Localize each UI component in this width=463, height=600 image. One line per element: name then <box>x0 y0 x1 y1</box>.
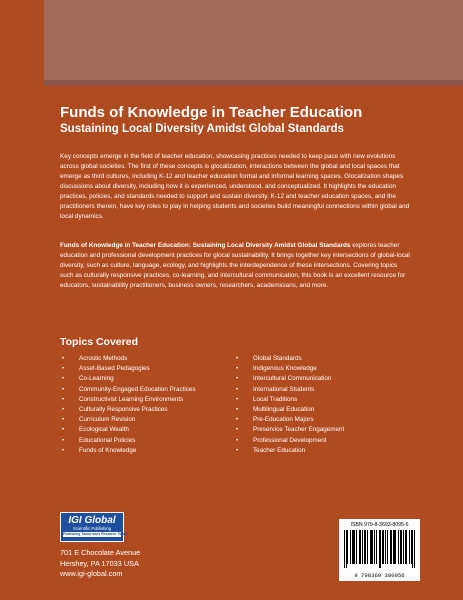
topic-item: • Intercultural Communication <box>236 374 406 384</box>
barcode-bar <box>354 530 355 564</box>
barcode-bar <box>394 530 395 564</box>
barcode-bar <box>372 530 373 564</box>
barcode-bar <box>359 530 360 564</box>
barcode-bar <box>383 530 384 564</box>
barcode-bar <box>385 530 386 564</box>
topic-item: • Global Standards <box>236 354 406 364</box>
isbn-barcode <box>339 519 420 581</box>
barcode-bar <box>379 530 380 568</box>
barcode-bar <box>395 530 396 564</box>
topic-item: • Indigenous Knowledge <box>236 364 406 374</box>
barcode-bar <box>380 530 381 568</box>
topic-item: • Local Traditions <box>236 395 406 405</box>
topic-item: • Multilingual Education <box>236 405 406 415</box>
book-subtitle: Sustaining Local Diversity Amidst Global Standards <box>60 123 344 135</box>
cover-photo-panel <box>44 0 463 86</box>
publisher-logo <box>60 512 128 542</box>
topics-heading: Topics Covered <box>60 336 138 348</box>
barcode-bar <box>403 530 404 564</box>
barcode-bar <box>367 530 368 564</box>
barcode-bar <box>400 530 401 564</box>
barcode-bars <box>344 530 415 568</box>
barcode-bar <box>390 530 391 564</box>
topics-list-left <box>62 354 222 456</box>
topic-item: • International Students <box>236 385 406 395</box>
barcode-bar <box>414 530 415 568</box>
barcode-bar <box>411 530 412 564</box>
topic-item: • Culturally Responsive Practices <box>62 405 222 415</box>
barcode-bar <box>412 530 413 568</box>
barcode-bar <box>364 530 365 564</box>
barcode-bar <box>409 530 410 564</box>
topic-item: • Curriculum Revision <box>62 415 222 425</box>
barcode-bar <box>391 530 392 564</box>
book-title: Funds of Knowledge in Teacher Education <box>60 104 363 121</box>
barcode-bar <box>401 530 402 564</box>
publisher-website: www.igi-global.com <box>60 569 123 578</box>
topic-item: • Asset-Based Pedagogies <box>62 364 222 374</box>
barcode-bar <box>344 530 345 568</box>
description-paragraph-1: Key concepts emerge in the field of teacher education, showcasing practices needed to keep pace with new evolutions across global societies. The first of these concepts is glocalization, interactions between the global and local spaces that emerge as third cultures, including K-12 and teacher education formal and informal learning spaces. Glocalization shapes discussions about diversity, including how it is experienced, understood, and conceptualized. It highlights the education practices, policies, and standards needed to support and sustain diversity. K-12 and teacher education spaces, and the practitioners therein, have key roles to play in helping students and societies build meaningful connections within global and local dynamics. <box>60 153 410 220</box>
topic-item: • Pre-Education Majors <box>236 415 406 425</box>
topic-item: • Community-Engaged Education Practices <box>62 385 222 395</box>
barcode-bar <box>353 530 354 564</box>
barcode-bar <box>371 530 372 564</box>
address-line-1: 701 E Chocolate Avenue <box>60 548 141 557</box>
paragraph-2-text: explores teacher education and professional development practices for glocal sustainability. It brings together key intersections of global-local diversity, such as culture, language, ecology, and highlights the interdependence of these intersections. Covering topics such as culturally responsive practices, co-learning, and intercultural communication, this book is an excellent resource for educators, sustainability practitioners, business owners, researchers, academicians, and more. <box>60 242 410 289</box>
barcode-bar <box>362 530 363 564</box>
topic-item: • Acrostic Methods <box>62 354 222 364</box>
barcode-bar <box>347 530 348 564</box>
barcode-bar <box>387 530 388 564</box>
topic-item: • Preservice Teacher Engagement <box>236 425 406 435</box>
topic-item: • Ecological Wealth <box>62 425 222 435</box>
logo-name: IGI Global <box>68 515 116 526</box>
topic-item: • Teacher Education <box>236 446 406 456</box>
topic-item: • Funds of Knowledge <box>62 446 222 456</box>
logo-tagline: Publishing Tomorrow's Research Today <box>63 532 128 536</box>
barcode-bar <box>360 530 361 564</box>
barcode-bar <box>352 530 353 564</box>
publisher-address <box>60 548 140 580</box>
topic-item: • Constructivist Learning Environments <box>62 395 222 405</box>
topics-list-right <box>236 354 406 456</box>
barcode-bar <box>370 530 371 564</box>
barcode-bar <box>398 530 399 564</box>
barcode-bar <box>406 530 407 564</box>
isbn-label: ISBN 979-8-3693-8095-6 <box>350 522 409 528</box>
description-paragraph-2 <box>60 241 410 291</box>
topic-item: • Co-Learning <box>62 374 222 384</box>
barcode-bar <box>350 530 351 564</box>
topic-item: • Educational Policies <box>62 436 222 446</box>
barcode-bar <box>393 530 394 564</box>
topic-item: • Professional Development <box>236 436 406 446</box>
address-line-2: Hershey, PA 17033 USA <box>60 558 139 568</box>
barcode-bar <box>356 530 357 564</box>
photo-panel-shade <box>44 80 463 86</box>
barcode-bar <box>376 530 377 564</box>
barcode-bar <box>365 530 366 564</box>
barcode-bar <box>346 530 347 568</box>
logo-subtext: Scientific Publishing <box>72 526 112 531</box>
barcode-number: 9 798369 380956 <box>354 572 405 579</box>
barcode-bar <box>374 530 375 564</box>
barcode-bar <box>405 530 406 564</box>
paragraph-2-bold-title: Funds of Knowledge in Teacher Education: Sustaining Local Diversity Amidst Global Standards <box>60 242 351 249</box>
barcode-bar <box>382 530 383 564</box>
